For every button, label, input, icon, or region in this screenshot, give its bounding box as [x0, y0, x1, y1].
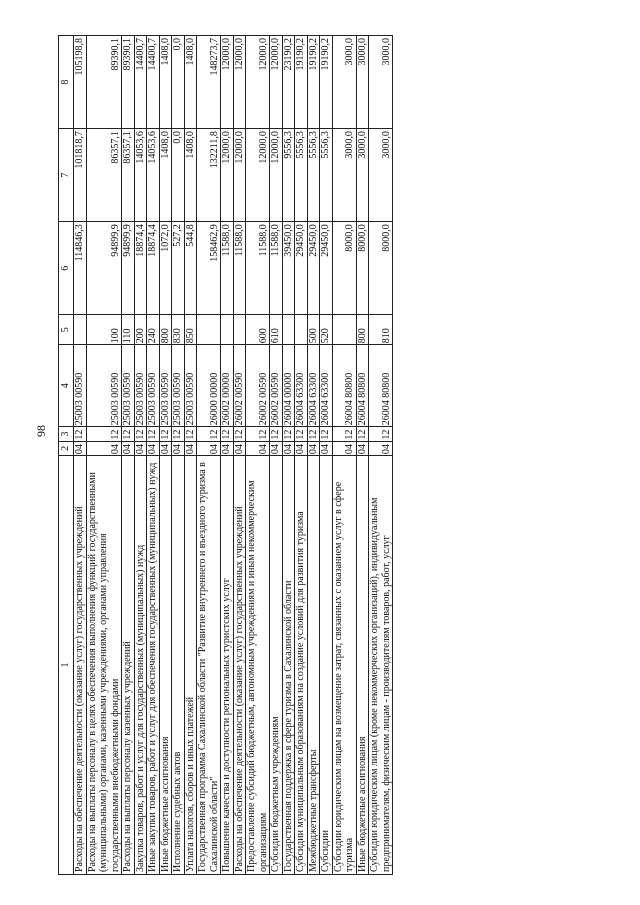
amount-col7-cell: 14053,6	[134, 129, 147, 222]
row-name-cell: Иные закупки товаров, работ и услуг для обеспечения государственных (муниципальных) нужд	[147, 456, 160, 875]
amount-col6-cell: 1072,0	[159, 222, 172, 315]
amount-col6-cell: 544,8	[184, 222, 197, 315]
table-row	[270, 36, 283, 875]
amount-col6-cell: 11588,0	[270, 222, 283, 315]
expense-type-cell	[295, 315, 308, 345]
row-name-cell: Расходы на выплаты персоналу казенных учреждений	[122, 456, 135, 875]
target-article-cell: 26004 80800	[332, 345, 356, 427]
amount-col7-cell: 1408,0	[184, 129, 197, 222]
amount-col7-cell: 5556,3	[320, 129, 333, 222]
amount-col6-cell: 18874,4	[134, 222, 147, 315]
amount-col7-cell: 9556,3	[282, 129, 295, 222]
table-row	[307, 36, 320, 875]
amount-col7-cell: 12000,0	[246, 129, 270, 222]
target-article-cell: 26002 00000	[221, 345, 234, 427]
amount-col7-cell: 12000,0	[270, 129, 283, 222]
expense-type-cell: 830	[172, 315, 185, 345]
amount-col6-cell: 29450,0	[295, 222, 308, 315]
expense-type-cell: 500	[307, 315, 320, 345]
expense-type-cell: 200	[134, 315, 147, 345]
row-name-cell: Субсидии юридическим лицам (кроме некоммерческих организаций), индивидуальным предпринимателям, физическим лицам - производителям товаров, работ, услуг	[369, 456, 393, 875]
header-cell: 7	[59, 129, 74, 222]
amount-col6-cell: 29450,0	[307, 222, 320, 315]
header-cell: 8	[59, 36, 74, 129]
target-article-cell: 25003 00590	[147, 345, 160, 427]
amount-col8-cell: 3000,0	[332, 36, 356, 129]
section-code-cell: 04	[307, 441, 320, 455]
amount-col7-cell: 1408,0	[159, 129, 172, 222]
section-code-cell: 04	[332, 441, 356, 455]
table-row	[159, 36, 172, 875]
amount-col8-cell: 19190,2	[307, 36, 320, 129]
row-name-cell: Исполнение судебных актов	[172, 456, 185, 875]
table-row	[172, 36, 185, 875]
amount-col6-cell: 39450,0	[282, 222, 295, 315]
amount-col8-cell: 0,0	[172, 36, 185, 129]
amount-col7-cell: 5556,3	[307, 129, 320, 222]
amount-col6-cell: 114846,3	[74, 222, 87, 315]
header-cell: 2	[59, 441, 74, 455]
amount-col8-cell: 12000,0	[221, 36, 234, 129]
amount-col6-cell: 94899,9	[122, 222, 135, 315]
amount-col8-cell: 12000,0	[233, 36, 246, 129]
table-row	[221, 36, 234, 875]
header-cell: 4	[59, 345, 74, 427]
amount-col6-cell: 18874,4	[147, 222, 160, 315]
target-article-cell: 25003 00590	[184, 345, 197, 427]
amount-col6-cell: 8000,0	[356, 222, 369, 315]
section-code-cell: 04	[282, 441, 295, 455]
row-name-cell: Предоставление субсидий бюджетным, автономным учреждениям и иным некоммерческим организациям	[246, 456, 270, 875]
section-code-cell: 04	[221, 441, 234, 455]
row-name-cell: Субсидии муниципальным образованиям на создание условий для развития туризма	[295, 456, 308, 875]
page-number: 98	[34, 425, 48, 437]
amount-col6-cell: 11588,0	[246, 222, 270, 315]
table-row	[147, 36, 160, 875]
subsection-code-cell: 12	[320, 427, 333, 441]
amount-col8-cell: 12000,0	[246, 36, 270, 129]
target-article-cell: 26000 00000	[197, 345, 221, 427]
amount-col8-cell: 14400,7	[147, 36, 160, 129]
subsection-code-cell: 12	[74, 427, 87, 441]
amount-col8-cell: 89390,1	[122, 36, 135, 129]
amount-col8-cell: 89390,1	[86, 36, 122, 129]
section-code-cell: 04	[356, 441, 369, 455]
row-name-cell: Субсидии	[320, 456, 333, 875]
row-name-cell: Расходы на обеспечение деятельности (оказание услуг) государственных учреждений	[233, 456, 246, 875]
row-name-cell: Субсидии бюджетным учреждениям	[270, 456, 283, 875]
subsection-code-cell: 12	[307, 427, 320, 441]
target-article-cell: 25003 00590	[172, 345, 185, 427]
table-row	[282, 36, 295, 875]
expense-type-cell	[233, 315, 246, 345]
subsection-code-cell: 12	[295, 427, 308, 441]
amount-col8-cell: 1408,0	[184, 36, 197, 129]
target-article-cell: 26004 80800	[369, 345, 393, 427]
target-article-cell: 25003 00590	[159, 345, 172, 427]
amount-col7-cell: 132211,8	[197, 129, 221, 222]
expense-type-cell: 520	[320, 315, 333, 345]
amount-col6-cell: 8000,0	[332, 222, 356, 315]
subsection-code-cell: 12	[197, 427, 221, 441]
section-code-cell: 04	[74, 441, 87, 455]
target-article-cell: 26002 00590	[246, 345, 270, 427]
target-article-cell: 26002 00590	[233, 345, 246, 427]
table-row	[86, 36, 122, 875]
expense-type-cell: 810	[369, 315, 393, 345]
amount-col8-cell: 12000,0	[270, 36, 283, 129]
table-row	[134, 36, 147, 875]
amount-col7-cell: 14053,6	[147, 129, 160, 222]
target-article-cell: 26004 80800	[356, 345, 369, 427]
row-name-cell: Иные бюджетные ассигнования	[159, 456, 172, 875]
subsection-code-cell: 12	[172, 427, 185, 441]
table-body	[74, 36, 393, 875]
amount-col8-cell: 19190,2	[320, 36, 333, 129]
amount-col8-cell: 14400,7	[134, 36, 147, 129]
table-row	[246, 36, 270, 875]
expense-type-cell: 100	[86, 315, 122, 345]
section-code-cell: 04	[295, 441, 308, 455]
header-cell: 5	[59, 315, 74, 345]
amount-col7-cell: 86357,1	[122, 129, 135, 222]
section-code-cell: 04	[159, 441, 172, 455]
expense-type-cell: 610	[270, 315, 283, 345]
row-name-cell: Государственная программа Сахалинской области "Развитие внутреннего и въездного туризма в Сахалинской области"	[197, 456, 221, 875]
budget-table	[58, 35, 393, 875]
expense-type-cell: 800	[356, 315, 369, 345]
expense-type-cell	[197, 315, 221, 345]
row-name-cell: Расходы на обеспечение деятельности (оказание услуг) государственных учреждений	[74, 456, 87, 875]
subsection-code-cell: 12	[270, 427, 283, 441]
table-row	[197, 36, 221, 875]
amount-col8-cell: 148273,7	[197, 36, 221, 129]
amount-col7-cell: 12000,0	[233, 129, 246, 222]
subsection-code-cell: 12	[282, 427, 295, 441]
amount-col8-cell: 3000,0	[369, 36, 393, 129]
target-article-cell: 26004 63300	[295, 345, 308, 427]
row-name-cell: Иные бюджетные ассигнования	[356, 456, 369, 875]
amount-col6-cell: 11588,0	[221, 222, 234, 315]
row-name-cell: Межбюджетные трансферты	[307, 456, 320, 875]
row-name-cell: Государственная поддержка в сфере туризма в Сахалинской области	[282, 456, 295, 875]
table-row	[356, 36, 369, 875]
subsection-code-cell: 12	[221, 427, 234, 441]
section-code-cell: 04	[246, 441, 270, 455]
section-code-cell: 04	[147, 441, 160, 455]
table-header-row	[59, 36, 74, 875]
amount-col6-cell: 29450,0	[320, 222, 333, 315]
section-code-cell: 04	[134, 441, 147, 455]
subsection-code-cell: 12	[86, 427, 122, 441]
amount-col7-cell: 0,0	[172, 129, 185, 222]
table-row	[369, 36, 393, 875]
amount-col8-cell: 1408,0	[159, 36, 172, 129]
expense-type-cell: 240	[147, 315, 160, 345]
subsection-code-cell: 12	[122, 427, 135, 441]
amount-col6-cell: 11588,0	[233, 222, 246, 315]
expense-type-cell	[332, 315, 356, 345]
amount-col6-cell: 527,2	[172, 222, 185, 315]
row-name-cell: Повышение качества и доступности региональных туристских услуг	[221, 456, 234, 875]
target-article-cell: 26002 00590	[270, 345, 283, 427]
table-row	[233, 36, 246, 875]
target-article-cell: 26004 63300	[307, 345, 320, 427]
expense-type-cell: 110	[122, 315, 135, 345]
table-row	[295, 36, 308, 875]
row-name-cell: Закупка товаров, работ и услуг для государственных (муниципальных) нужд	[134, 456, 147, 875]
section-code-cell: 04	[270, 441, 283, 455]
amount-col6-cell: 94899,9	[86, 222, 122, 315]
table-row	[184, 36, 197, 875]
subsection-code-cell: 12	[369, 427, 393, 441]
row-name-cell: Уплата налогов, сборов и иных платежей	[184, 456, 197, 875]
row-name-cell: Расходы на выплаты персоналу в целях обеспечения выполнения функций государственными (муниципальными) органами, казенными учреждениями, органами управления государственными внебюджетными фондами	[86, 456, 122, 875]
amount-col8-cell: 23190,2	[282, 36, 295, 129]
target-article-cell: 25003 00590	[134, 345, 147, 427]
table-row	[122, 36, 135, 875]
amount-col7-cell: 3000,0	[369, 129, 393, 222]
rotated-page-content	[58, 35, 628, 875]
header-cell: 6	[59, 222, 74, 315]
expense-type-cell: 850	[184, 315, 197, 345]
expense-type-cell	[282, 315, 295, 345]
subsection-code-cell: 12	[356, 427, 369, 441]
table-row	[332, 36, 356, 875]
expense-type-cell	[74, 315, 87, 345]
subsection-code-cell: 12	[159, 427, 172, 441]
header-cell: 1	[59, 456, 74, 875]
amount-col8-cell: 105198,8	[74, 36, 87, 129]
section-code-cell: 04	[172, 441, 185, 455]
amount-col8-cell: 19190,2	[295, 36, 308, 129]
subsection-code-cell: 12	[134, 427, 147, 441]
subsection-code-cell: 12	[233, 427, 246, 441]
subsection-code-cell: 12	[184, 427, 197, 441]
subsection-code-cell: 12	[246, 427, 270, 441]
subsection-code-cell: 12	[332, 427, 356, 441]
amount-col8-cell: 3000,0	[356, 36, 369, 129]
amount-col7-cell: 3000,0	[356, 129, 369, 222]
section-code-cell: 04	[197, 441, 221, 455]
section-code-cell: 04	[184, 441, 197, 455]
amount-col6-cell: 158462,9	[197, 222, 221, 315]
amount-col7-cell: 86357,1	[86, 129, 122, 222]
target-article-cell: 26004 63300	[320, 345, 333, 427]
header-cell: 3	[59, 427, 74, 441]
target-article-cell: 26004 00000	[282, 345, 295, 427]
section-code-cell: 04	[369, 441, 393, 455]
section-code-cell: 04	[122, 441, 135, 455]
subsection-code-cell: 12	[147, 427, 160, 441]
amount-col6-cell: 8000,0	[369, 222, 393, 315]
target-article-cell: 25003 00590	[122, 345, 135, 427]
section-code-cell: 04	[86, 441, 122, 455]
expense-type-cell: 800	[159, 315, 172, 345]
section-code-cell: 04	[320, 441, 333, 455]
section-code-cell: 04	[233, 441, 246, 455]
amount-col7-cell: 101818,7	[74, 129, 87, 222]
expense-type-cell	[221, 315, 234, 345]
expense-type-cell: 600	[246, 315, 270, 345]
table-row	[320, 36, 333, 875]
amount-col7-cell: 12000,0	[221, 129, 234, 222]
target-article-cell: 25003 00590	[74, 345, 87, 427]
amount-col7-cell: 5556,3	[295, 129, 308, 222]
target-article-cell: 25003 00590	[86, 345, 122, 427]
table-row	[74, 36, 87, 875]
row-name-cell: Субсидии юридическим лицам на возмещение затрат, связанных с оказанием услуг в сфере туризма	[332, 456, 356, 875]
amount-col7-cell: 3000,0	[332, 129, 356, 222]
